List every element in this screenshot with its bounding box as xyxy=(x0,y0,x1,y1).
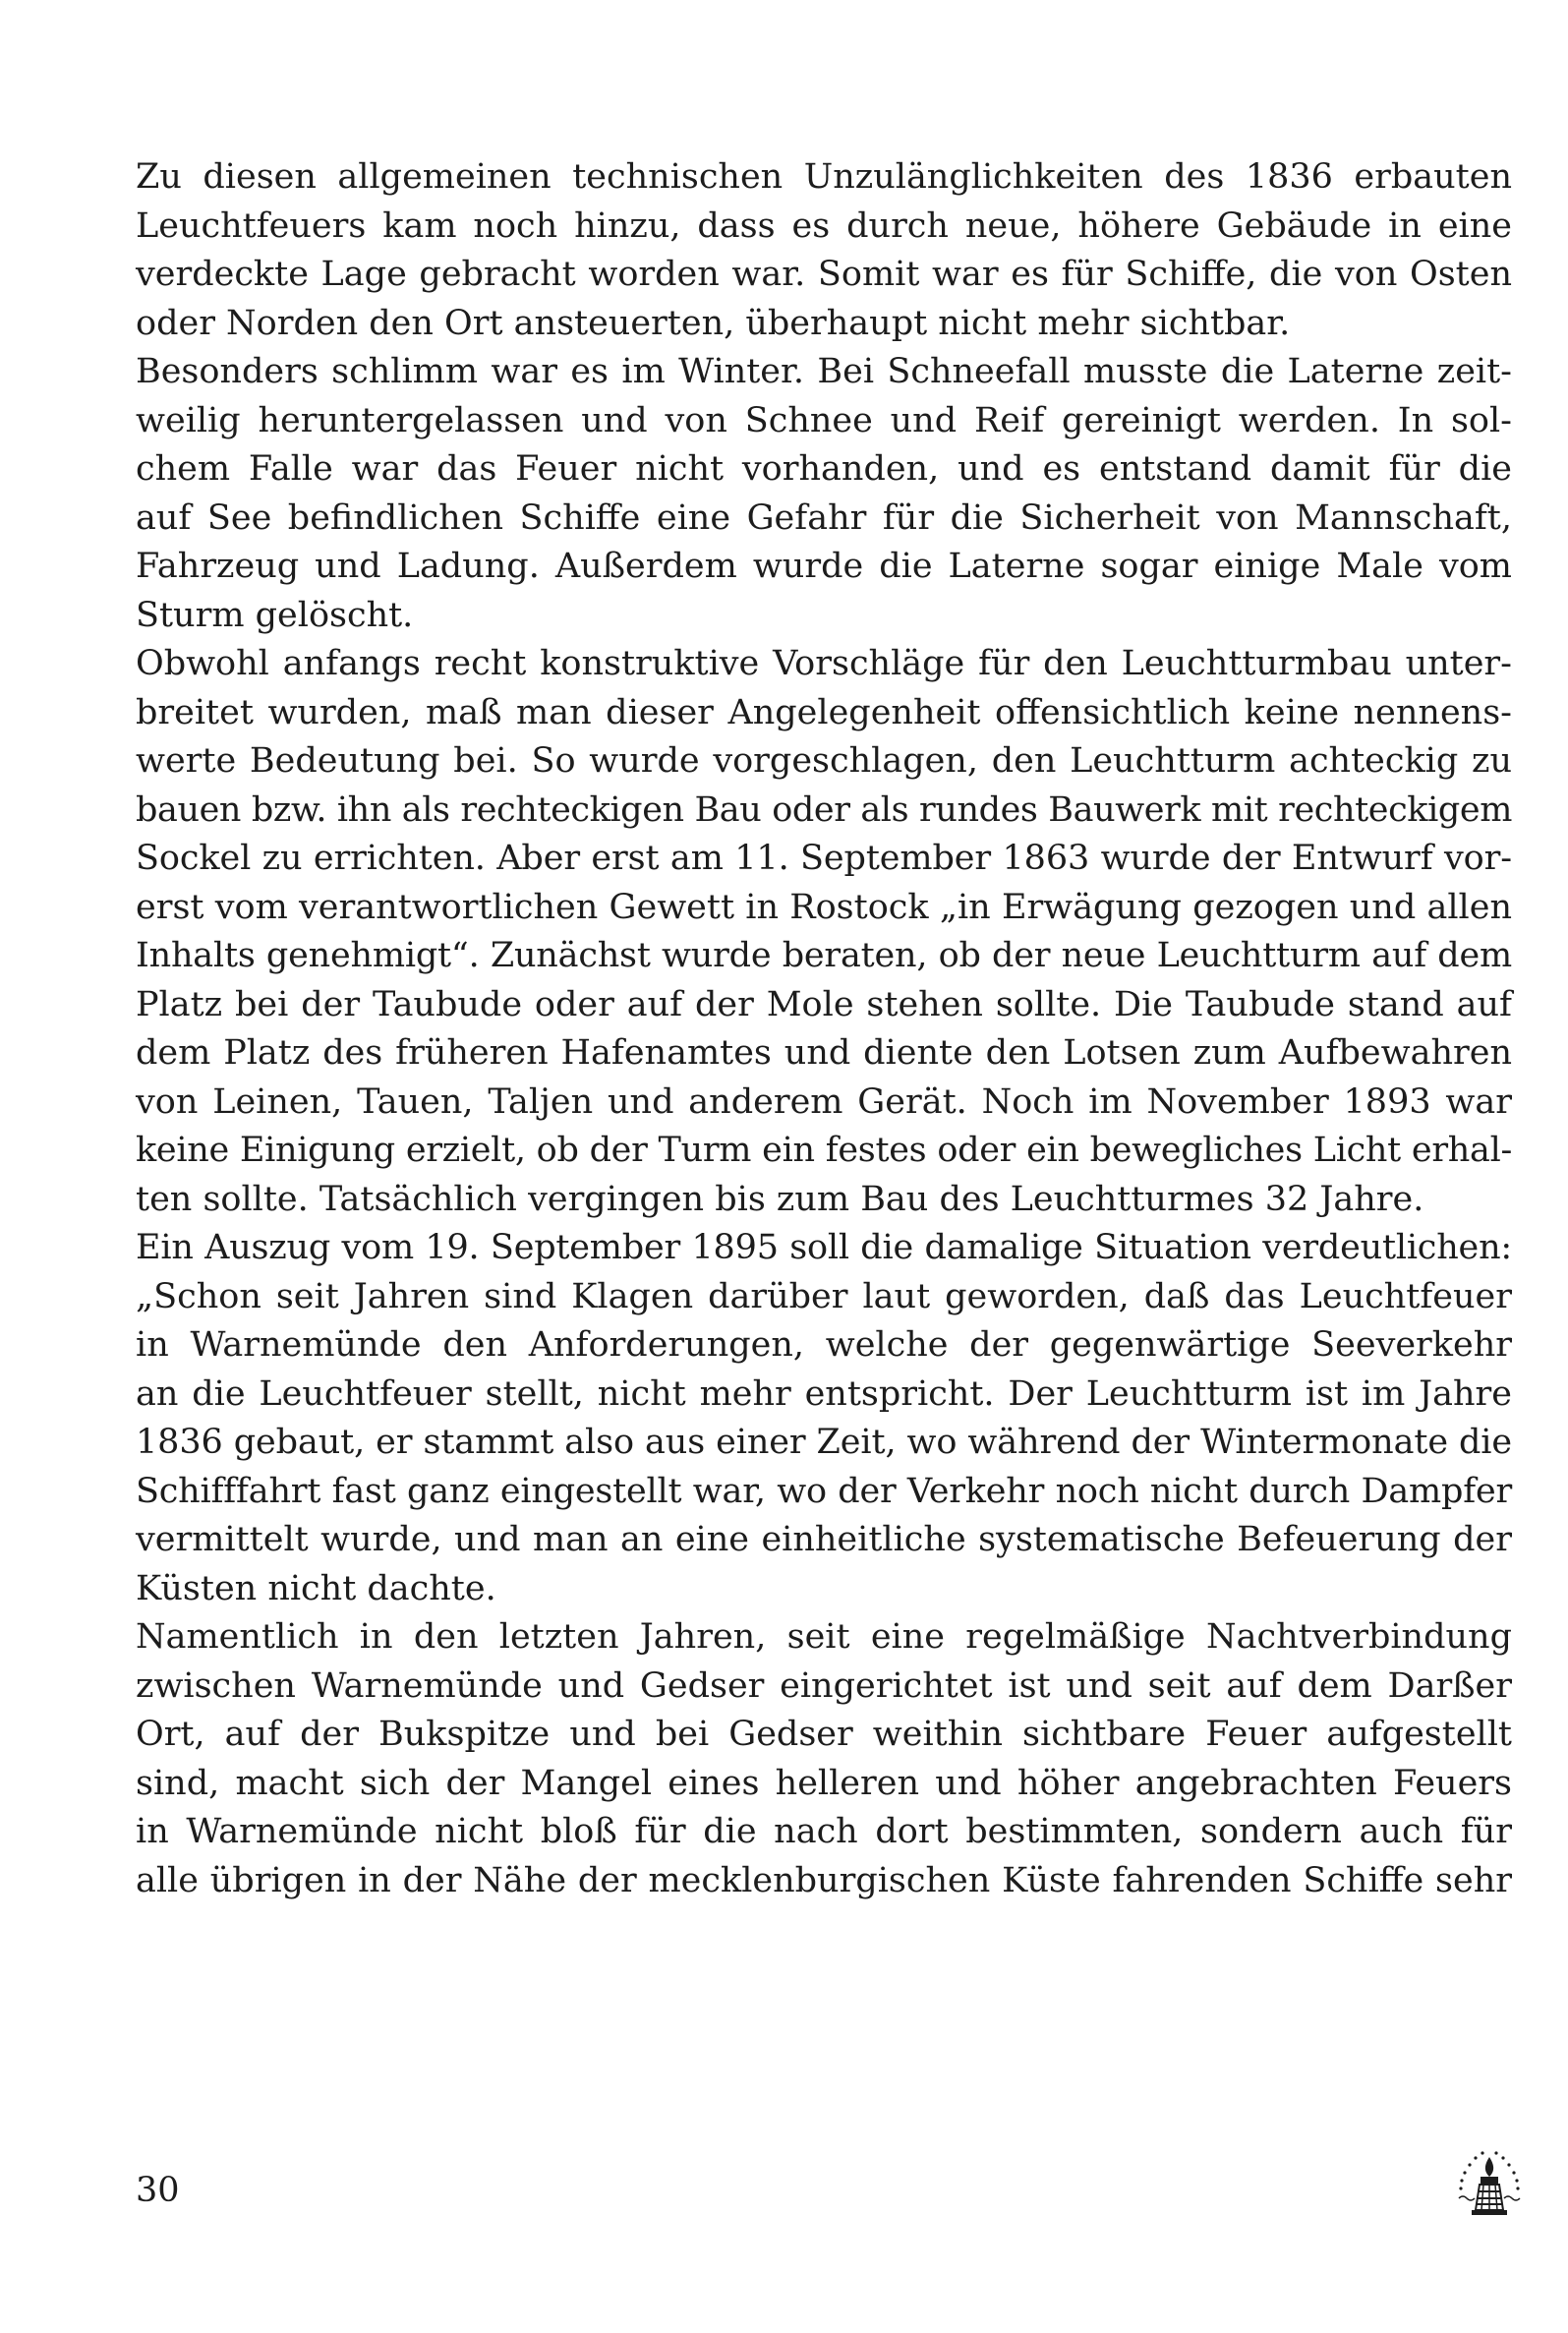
text-line: sind, macht sich der Mangel eines helleren und höher angebrachten Feuers xyxy=(136,1763,1512,1803)
text-line: Besonders schlimm war es im Winter. Bei Schneefall musste die Laterne zeit- xyxy=(136,352,1512,391)
lighthouse-emblem-icon xyxy=(1453,2139,1526,2218)
text-line: Zu diesen allgemeinen technischen Unzulänglichkeiten des 1836 erbauten xyxy=(136,157,1512,197)
text-line: Küsten nicht dachte. xyxy=(136,1568,496,1608)
text-line: „Schon seit Jahren sind Klagen darüber laut geworden, daß das Leuchtfeuer xyxy=(136,1276,1512,1316)
text-line: Namentlich in den letzten Jahren, seit eine regelmäßige Nachtverbindung xyxy=(136,1617,1512,1657)
text-line: Schifffahrt fast ganz eingestellt war, wo der Verkehr noch nicht durch Dampfer xyxy=(136,1471,1512,1511)
text-line: keine Einigung erzielt, ob der Turm ein festes oder ein bewegliches Licht erhal- xyxy=(136,1131,1512,1170)
text-line: breitet wurden, maß man dieser Angelegenheit offensichtlich keine nennens- xyxy=(136,692,1512,732)
text-line: Platz bei der Taubude oder auf der Mole stehen sollte. Die Taubude stand auf xyxy=(136,984,1512,1024)
body-text xyxy=(136,153,1512,1905)
text-line: ten sollte. Tatsächlich vergingen bis zum Bau des Leuchtturmes 32 Jahre. xyxy=(136,1179,1424,1219)
text-line: vermittelt wurde, und man an eine einheitliche systematische Befeuerung der xyxy=(136,1520,1512,1559)
text-line: zwischen Warnemünde und Gedser eingerichtet ist und seit auf dem Darßer xyxy=(136,1665,1512,1706)
text-line: weilig heruntergelassen und von Schnee und Reif gereinigt werden. In sol- xyxy=(136,400,1512,440)
text-line: Fahrzeug und Ladung. Außerdem wurde die Laterne sogar einige Male vom xyxy=(136,547,1512,586)
text-line: verdeckte Lage gebracht worden war. Somit war es für Schiffe, die von Osten xyxy=(136,255,1512,294)
text-line: erst vom verantwortlichen Gewett in Rostock „in Erwägung gezogen und allen xyxy=(136,887,1512,927)
text-line: in Warnemünde nicht bloß für die nach dort bestimmten, sondern auch für xyxy=(136,1812,1512,1851)
text-line: Ein Auszug vom 19. September 1895 soll die damalige Situation verdeutlichen: xyxy=(136,1228,1512,1267)
page-number: 30 xyxy=(136,2171,180,2210)
text-line: werte Bedeutung bei. So wurde vorgeschlagen, den Leuchtturm achteckig zu xyxy=(136,741,1512,781)
text-line: Leuchtfeuers kam noch hinzu, dass es durch neue, höhere Gebäude in eine xyxy=(136,205,1512,246)
text-line: 1836 gebaut, er stammt also aus einer Zeit, wo während der Wintermonate die xyxy=(136,1423,1512,1462)
text-line: in Warnemünde den Anforderungen, welche der gegenwärtige Seeverkehr xyxy=(136,1325,1512,1365)
text-line: Ort, auf der Bukspitze und bei Gedser weithin sichtbare Feuer aufgestellt xyxy=(136,1715,1512,1754)
text-line: chem Falle war das Feuer nicht vorhanden, und es entstand damit für die xyxy=(136,449,1512,489)
text-line: alle übrigen in der Nähe der mecklenburgischen Küste fahrenden Schiffe sehr xyxy=(136,1860,1512,1900)
text-line: Sockel zu errichten. Aber erst am 11. September 1863 wurde der Entwurf vor- xyxy=(136,839,1512,878)
text-line: an die Leuchtfeuer stellt, nicht mehr entspricht. Der Leuchtturm ist im Jahre xyxy=(136,1373,1512,1414)
text-line: Inhalts genehmigt“. Zunächst wurde beraten, ob der neue Leuchtturm auf dem xyxy=(136,936,1512,975)
text-line: Obwohl anfangs recht konstruktive Vorschläge für den Leuchtturmbau unter- xyxy=(136,644,1512,683)
text-line: oder Norden den Ort ansteuerten, überhaupt nicht mehr sichtbar. xyxy=(136,303,1291,343)
text-line: bauen bzw. ihn als rechteckigen Bau oder als rundes Bauwerk mit rechteckigem xyxy=(136,789,1512,830)
text-line: Sturm gelöscht. xyxy=(136,595,414,635)
text-line: dem Platz des früheren Hafenamtes und diente den Lotsen zum Aufbewahren xyxy=(136,1033,1512,1073)
text-line: von Leinen, Tauen, Taljen und anderem Gerät. Noch im November 1893 war xyxy=(136,1081,1512,1122)
text-line: auf See befindlichen Schiffe eine Gefahr für die Sicherheit von Mannschaft, xyxy=(136,497,1512,538)
